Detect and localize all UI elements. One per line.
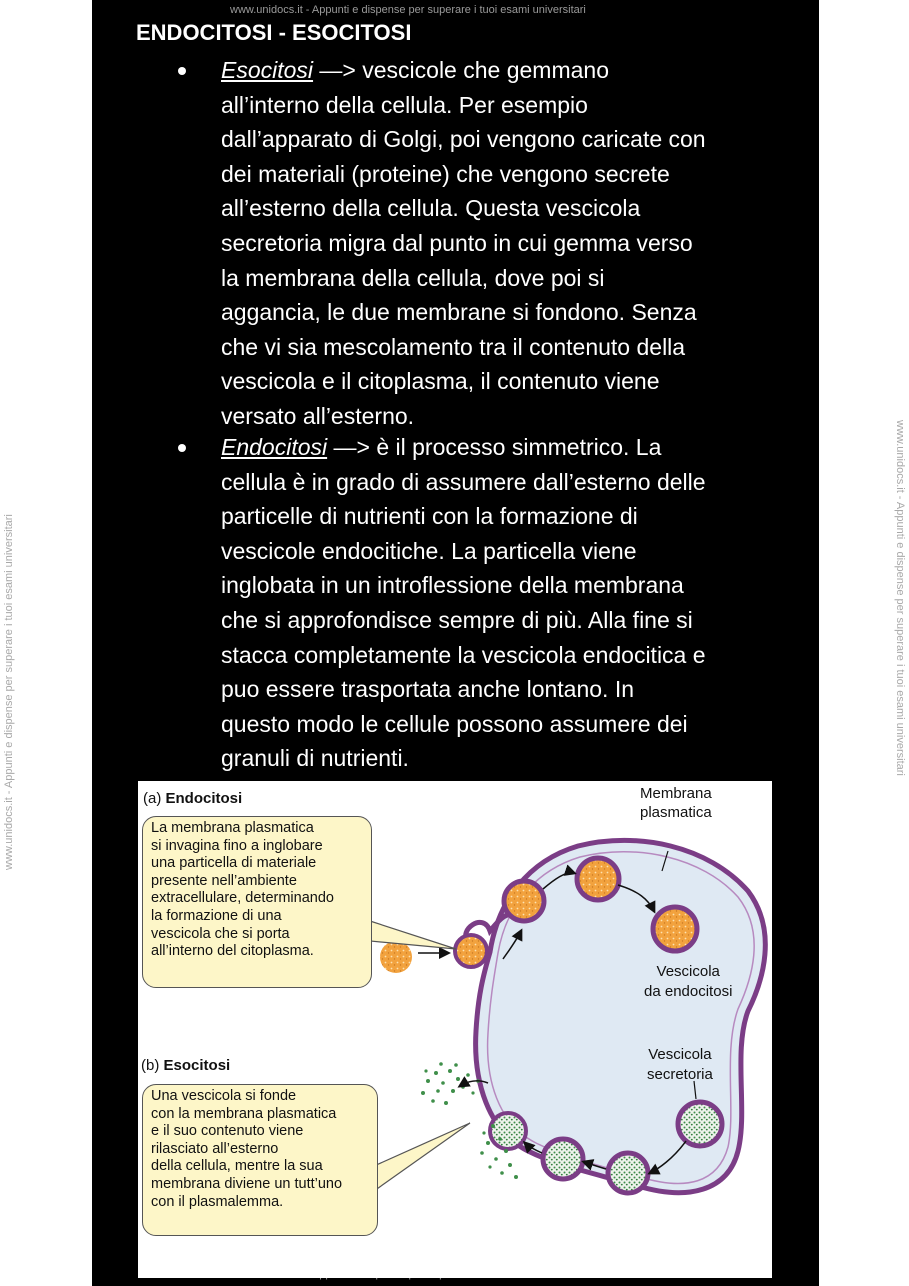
bullet-endocitosi-text xyxy=(221,430,781,776)
bullet-line: vescicola e il citoplasma, il contenuto viene xyxy=(221,368,660,395)
bullet-line: all’interno della cellula. Per esempio xyxy=(221,91,588,118)
bullet-dot-icon xyxy=(178,67,186,75)
watermark-top: www.unidocs.it - Appunti e dispense per superare i tuoi esami universitari xyxy=(230,4,586,16)
bullet-line: vescicole endocitiche. La particella viene xyxy=(221,537,637,564)
bullet-line: inglobata in un introflessione della membrana xyxy=(221,572,684,599)
bullet-line: cellula è in grado di assumere dall’esterno delle xyxy=(221,468,706,495)
bullet-line: che si approfondisce sempre di più. Alla fine si xyxy=(221,606,693,633)
panel-b-title: (b) Esocitosi xyxy=(141,1057,231,1074)
bullet-line: particelle di nutrienti con la formazione di xyxy=(221,503,638,530)
bullet-line: aggancia, le due membrane si fondono. Senza xyxy=(221,299,697,326)
bullet-line: dall’apparato di Golgi, poi vengono caricate con xyxy=(221,126,706,153)
label-vescicola-secretoria: Vescicola secretoria xyxy=(647,1046,713,1083)
endo-vesicle-1 xyxy=(504,881,544,921)
panel-b-callout: Una vescicola si fonde con la membrana plasmatica e il suo contenuto viene rilasciato all’esterno della cellula, mentre la sua membrana diviene un tutt’uno con il plasmalemma. xyxy=(142,1084,378,1236)
exo-vesicle-1 xyxy=(608,1153,648,1193)
bullet-line: Esocitosi —> vescicole che gemmano xyxy=(221,57,609,83)
exo-vesicle-2 xyxy=(543,1139,583,1179)
endo-vesicle-3 xyxy=(653,907,697,951)
label-membrana-plasmatica: Membrana plasmatica xyxy=(640,785,712,821)
bullet-line: puo essere trasportata anche lontano. In xyxy=(221,676,635,703)
bullet-line: dei materiali (proteine) che vengono secrete xyxy=(221,160,670,187)
endo-vesicle-2 xyxy=(577,858,619,900)
bullet-dot-icon xyxy=(178,444,186,452)
bullet-line: stacca completamente la vescicola endocitica e xyxy=(221,641,706,668)
endo-exocytosis-figure xyxy=(138,781,772,1278)
document-title: ENDOCITOSI - ESOCITOSI xyxy=(136,20,412,45)
bullet-line: secretoria migra dal punto in cui gemma verso xyxy=(221,229,693,256)
panel-a-title: (a) Endocitosi xyxy=(143,790,243,807)
panel-a-callout: La membrana plasmatica si invagina fino a inglobare una particella di materiale presente nell’ambiente extracellulare, determinando la formazione di una vescicola che si porta all’interno del citoplasma. xyxy=(142,816,372,988)
particle-outside xyxy=(380,941,412,973)
bullet-line: all’esterno della cellula. Questa vescicola xyxy=(221,195,641,222)
bullet-line: questo modo le cellule possono assumere dei xyxy=(221,710,688,737)
bullet-line: versato all’esterno. xyxy=(221,402,415,429)
bullet-line: che vi sia mescolamento tra il contenuto della xyxy=(221,333,686,360)
bullet-esocitosi-text xyxy=(221,53,781,434)
bullet-line: granuli di nutrienti. xyxy=(221,745,409,772)
bullet-line: la membrana della cellula, dove poi si xyxy=(221,264,605,291)
term-endocitosi: Endocitosi xyxy=(221,434,328,460)
bullet-line: Endocitosi —> è il processo simmetrico. La xyxy=(221,434,662,460)
exo-vesicle-fusing xyxy=(490,1113,526,1149)
label-vescicola-endocitosi: Vescicola da endocitosi xyxy=(644,963,733,1000)
watermark-side-right: www.unidocs.it - Appunti e dispense per superare i tuoi esami universitari xyxy=(894,420,906,776)
term-esocitosi: Esocitosi xyxy=(221,57,314,83)
watermark-side-left: www.unidocs.it - Appunti e dispense per superare i tuoi esami universitari xyxy=(3,514,15,870)
particle-invaginating xyxy=(455,935,487,967)
secretory-vesicle xyxy=(678,1102,722,1146)
